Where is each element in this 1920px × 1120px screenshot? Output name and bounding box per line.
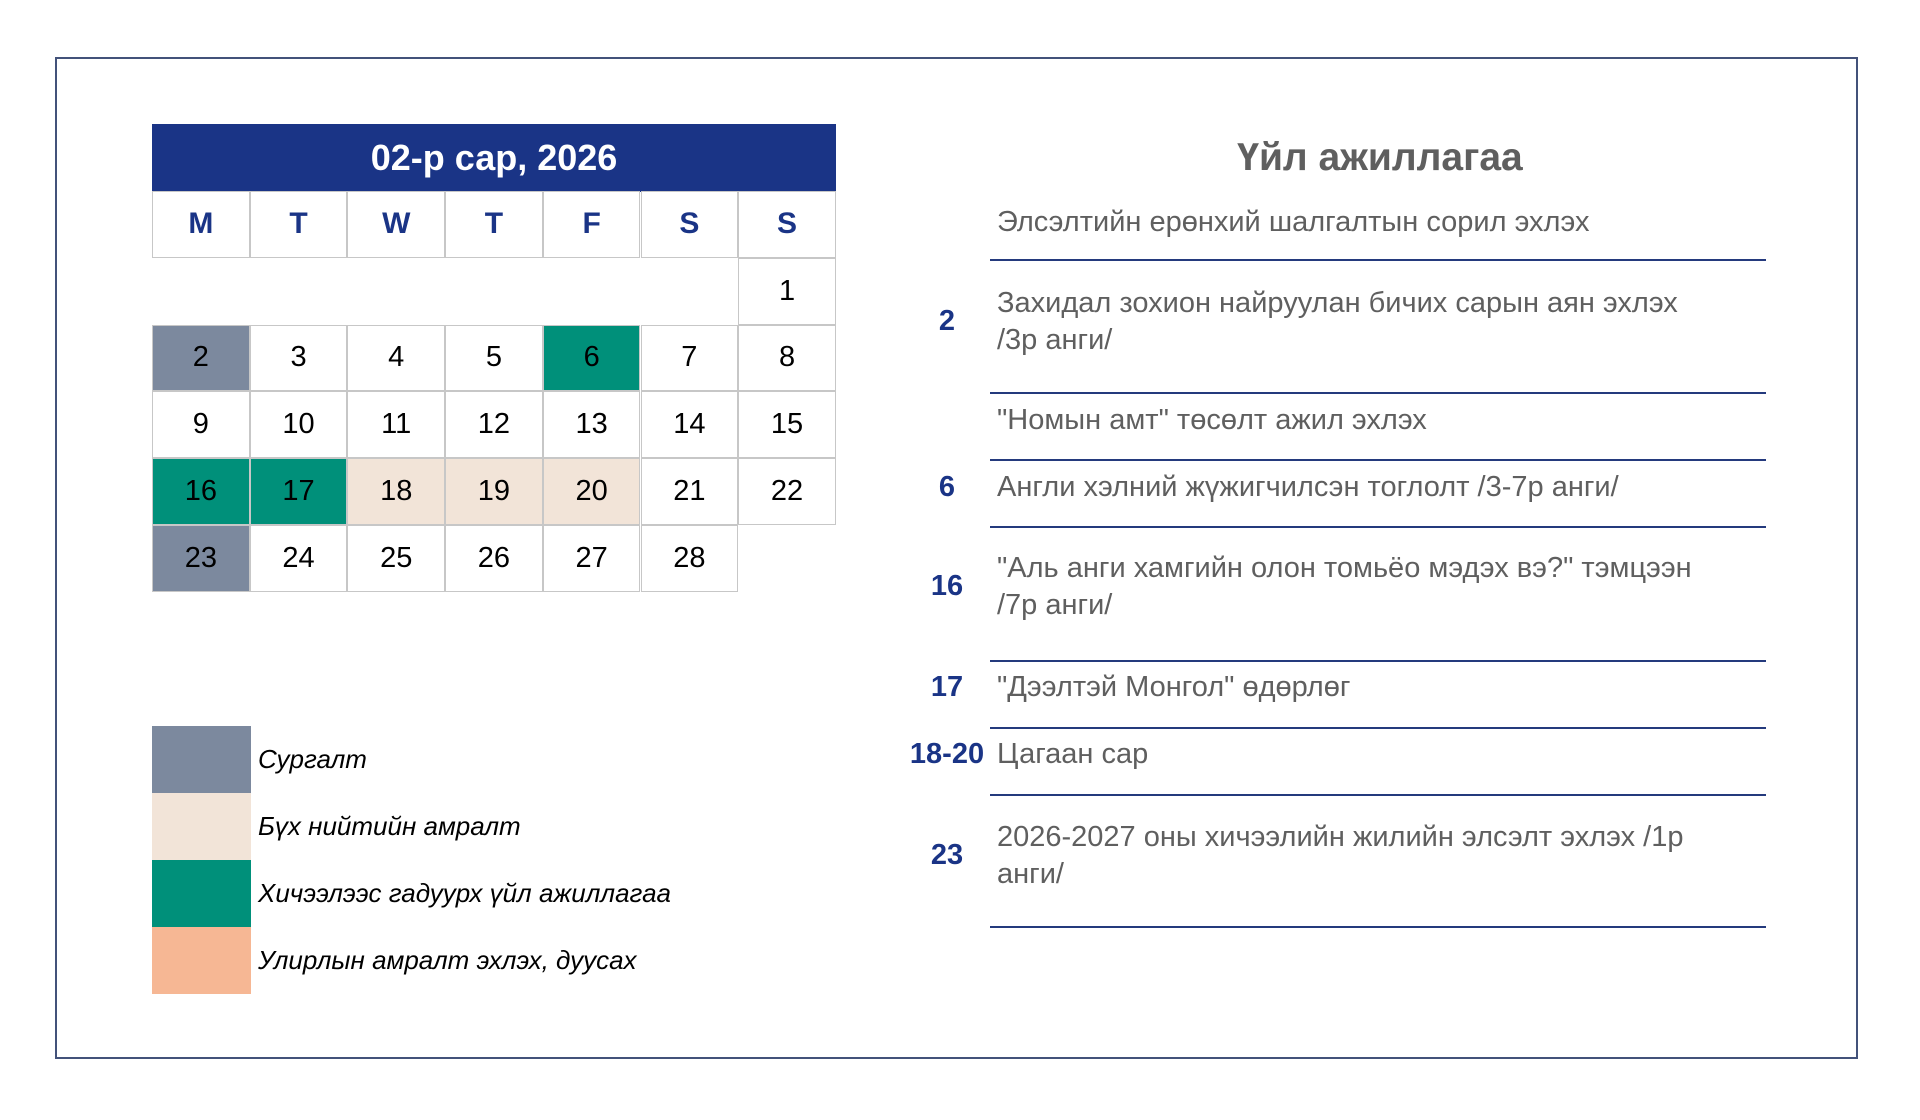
weekday-header: W	[347, 191, 445, 258]
empty-day-cell	[445, 258, 543, 325]
empty-day-cell	[738, 525, 836, 592]
legend-swatch	[152, 793, 251, 860]
day-cell: 20	[543, 458, 641, 525]
day-cell: 4	[347, 325, 445, 392]
day-cell: 24	[250, 525, 348, 592]
day-cell: 14	[641, 391, 739, 458]
calendar-title: 02-р сар, 2026	[152, 124, 836, 192]
day-cell: 12	[445, 391, 543, 458]
day-cell: 1	[738, 258, 836, 325]
legend-item	[152, 860, 852, 927]
day-cell: 25	[347, 525, 445, 592]
day-cell: 5	[445, 325, 543, 392]
weekday-header: M	[152, 191, 250, 258]
day-cell: 22	[738, 458, 836, 525]
day-cell: 11	[347, 391, 445, 458]
legend-label: Улирлын амралт эхлэх, дуусах	[258, 945, 637, 975]
activity-text: /7р анги/	[997, 589, 1113, 621]
day-cell: 28	[641, 525, 739, 592]
legend-item	[152, 726, 852, 793]
day-cell: 8	[738, 325, 836, 392]
activity-text: Захидал зохион найруулан бичих сарын аян эхлэх	[997, 287, 1678, 319]
legend-item	[152, 793, 852, 860]
day-cell: 13	[543, 391, 641, 458]
activity-text: Элсэлтийн ерөнхий шалгалтын сорил эхлэх	[997, 206, 1590, 238]
legend-swatch	[152, 927, 251, 994]
activity-divider	[990, 526, 1766, 528]
day-cell: 17	[250, 458, 348, 525]
activity-text: Англи хэлний жүжигчилсэн тоглолт /3-7р анги/	[997, 471, 1619, 503]
weekday-header: S	[641, 191, 739, 258]
activity-date: 23	[930, 839, 964, 871]
legend-label: Хичээлээс гадуурх үйл ажиллагаа	[258, 878, 671, 908]
activity-text: "Номын амт" төсөлт ажил эхлэх	[997, 404, 1427, 436]
day-cell: 2	[152, 325, 250, 392]
weekday-header: T	[445, 191, 543, 258]
day-cell: 10	[250, 391, 348, 458]
activity-text: анги/	[997, 858, 1064, 890]
empty-day-cell	[347, 258, 445, 325]
legend-label: Сургалт	[258, 744, 367, 774]
activity-text: Цагаан сар	[997, 738, 1149, 770]
day-cell: 16	[152, 458, 250, 525]
day-cell: 26	[445, 525, 543, 592]
weekday-header: T	[250, 191, 348, 258]
legend-item	[152, 927, 852, 994]
legend-swatch	[152, 860, 251, 927]
activity-divider	[990, 727, 1766, 729]
activity-text: "Аль анги хамгийн олон томьёо мэдэх вэ?" тэмцээн	[997, 552, 1692, 584]
day-cell: 6	[543, 325, 641, 392]
activity-date: 18-20	[909, 737, 985, 770]
day-cell: 7	[641, 325, 739, 392]
day-cell: 3	[250, 325, 348, 392]
activity-date: 6	[938, 470, 956, 503]
day-cell: 27	[543, 525, 641, 592]
activity-date: 16	[930, 570, 964, 602]
activity-divider	[990, 660, 1766, 662]
activity-divider	[990, 794, 1766, 796]
activity-text: "Дээлтэй Монгол" өдөрлөг	[997, 671, 1351, 703]
weekday-header: S	[738, 191, 836, 258]
empty-day-cell	[641, 258, 739, 325]
activity-text: /3р анги/	[997, 324, 1113, 356]
activity-divider	[990, 459, 1766, 461]
day-cell: 18	[347, 458, 445, 525]
activity-date: 2	[938, 305, 956, 337]
day-cell: 15	[738, 391, 836, 458]
day-cell: 9	[152, 391, 250, 458]
activity-divider	[990, 392, 1766, 394]
day-cell: 21	[641, 458, 739, 525]
empty-day-cell	[250, 258, 348, 325]
activity-divider	[990, 926, 1766, 928]
legend-swatch	[152, 726, 251, 793]
weekday-header: F	[543, 191, 641, 258]
empty-day-cell	[543, 258, 641, 325]
legend-label: Бүх нийтийн амралт	[258, 811, 521, 841]
activity-date: 17	[930, 670, 964, 703]
activity-text: 2026-2027 оны хичээлийн жилийн элсэлт эхлэх /1р	[997, 821, 1684, 853]
activity-divider	[990, 259, 1766, 261]
activities-title: Үйл ажиллагаа	[1237, 136, 1523, 179]
day-cell: 23	[152, 525, 250, 592]
day-cell: 19	[445, 458, 543, 525]
empty-day-cell	[152, 258, 250, 325]
